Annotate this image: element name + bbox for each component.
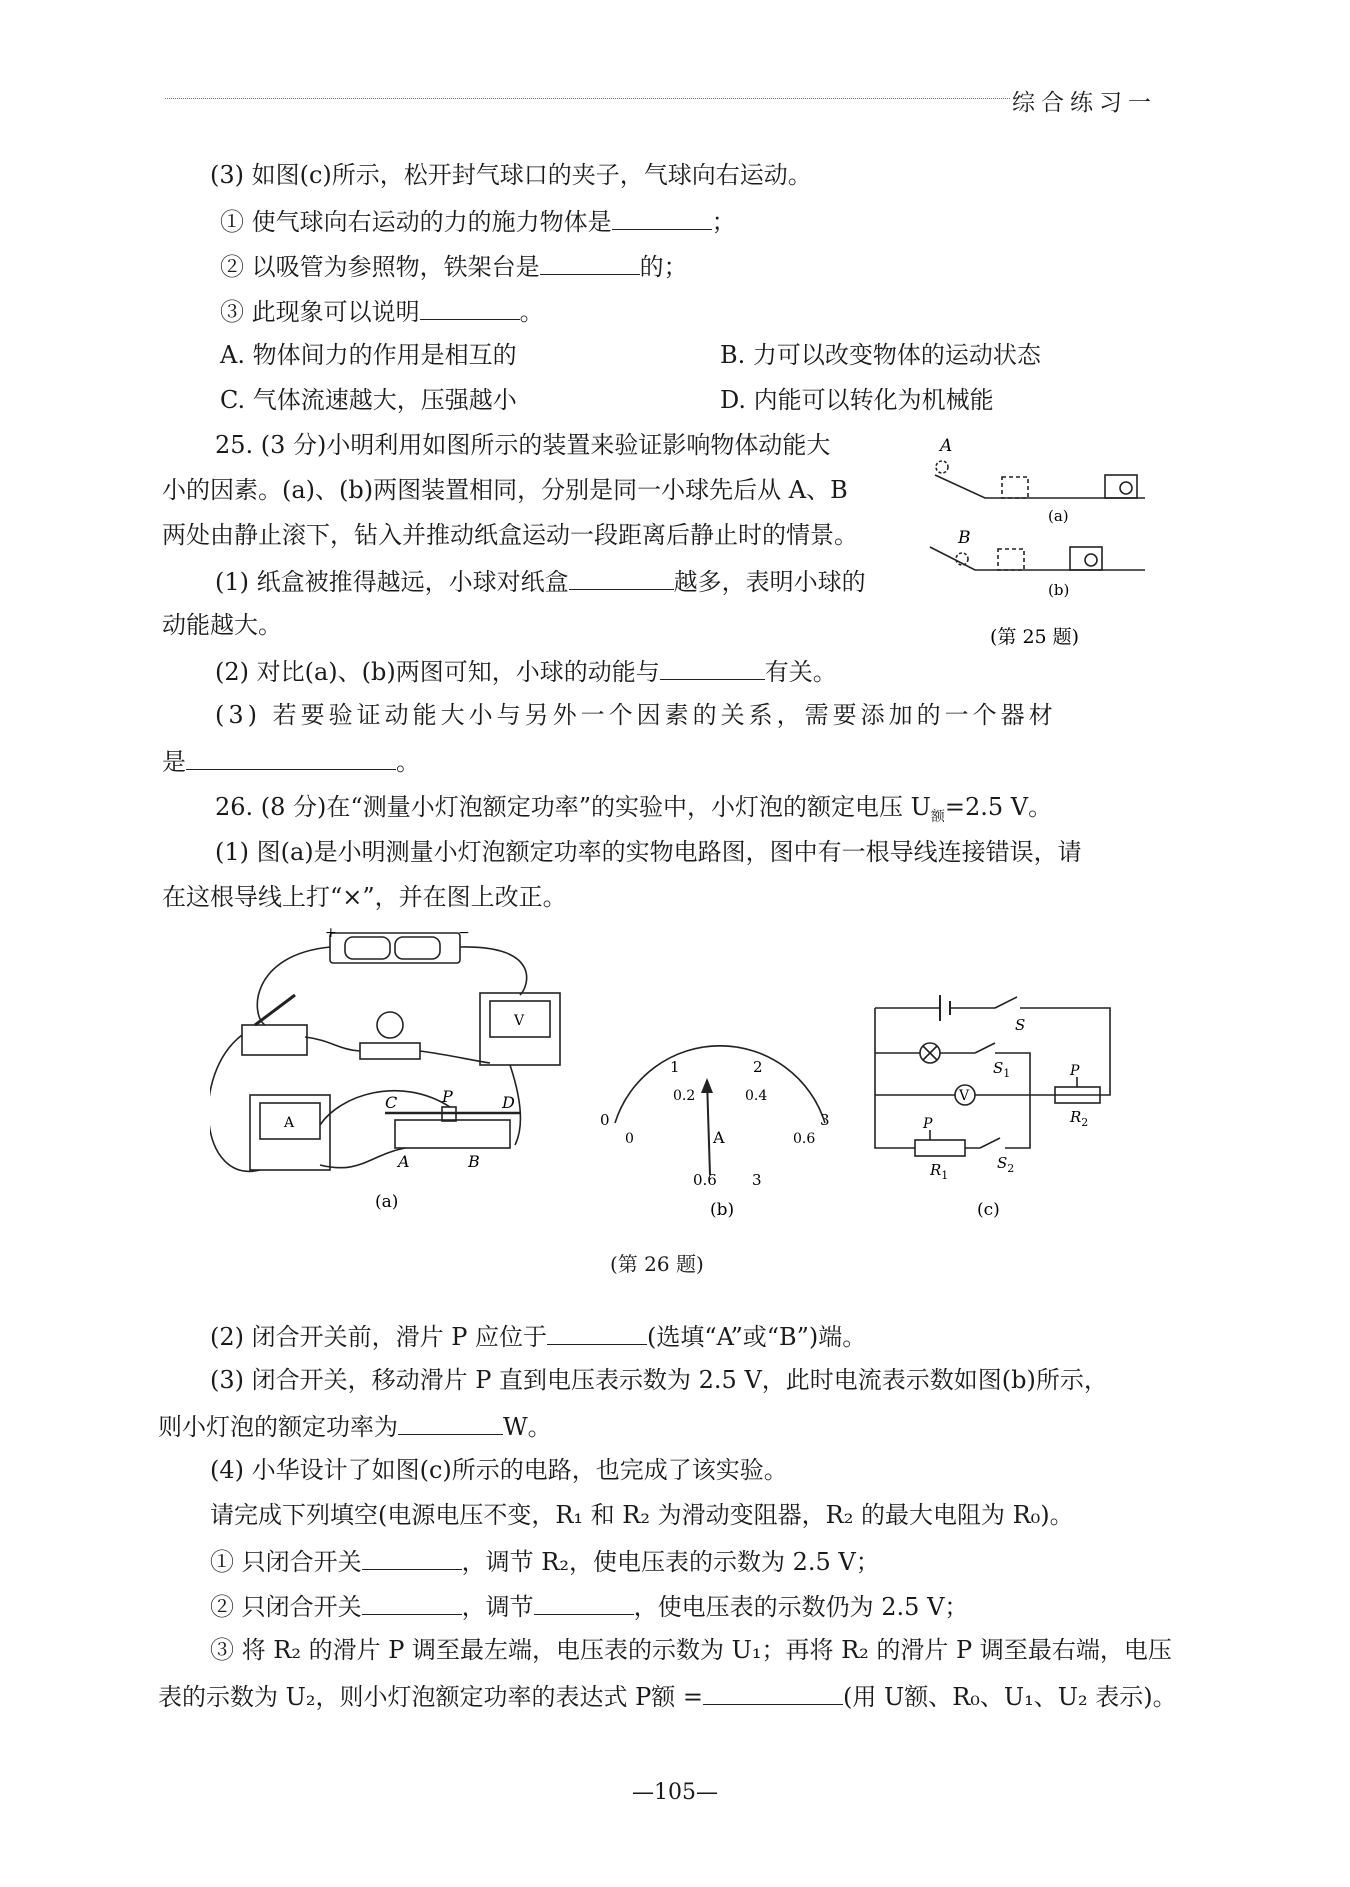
header-title: 综合练习一: [1012, 90, 1157, 116]
point-b-label: B: [958, 528, 971, 548]
terminal-b: B: [468, 1152, 480, 1171]
ramp-a: [935, 475, 1145, 498]
q25-line2: 小的因素。(a)、(b)两图装置相同，分别是同一小球先后从 A、B: [162, 476, 848, 504]
q26-p4-fill: 请完成下列填空(电源电压不变，R₁ 和 R₂ 为滑动变阻器，R₂ 的最大电阻为 R₀)。: [210, 1501, 1074, 1529]
text: ② 只闭合开关: [210, 1593, 362, 1621]
fig-a-caption: (a): [375, 1192, 399, 1212]
point-a-label: A: [940, 436, 953, 456]
answer-blank[interactable]: [420, 293, 520, 320]
wire: [320, 1148, 405, 1168]
subscript: 额: [930, 808, 945, 825]
text: ，调节: [461, 1593, 534, 1621]
tick-label: 0.4: [745, 1088, 768, 1104]
answer-blank[interactable]: [612, 203, 712, 230]
q26-p1-line1: (1) 图(a)是小明测量小灯泡额定功率的实物电路图，图中有一根导线连接错误，请: [215, 838, 1082, 866]
answer-blank[interactable]: [660, 653, 765, 680]
switch-s: [995, 997, 1017, 1008]
r1-box: [915, 1140, 965, 1156]
q25-line1: 25. (3 分)小明利用如图所示的装置来验证影响物体动能大: [215, 431, 831, 459]
voltmeter-label: V: [959, 1088, 970, 1104]
answer-blank[interactable]: [547, 1318, 647, 1345]
q25-caption: (第 25 题): [990, 626, 1080, 648]
top-wire: [875, 1008, 1110, 1095]
q26-step3-line1: ③ 将 R₂ 的滑片 P 调至最左端，电压表的示数为 U₁；再将 R₂ 的滑片 P 调至最右端，电压: [210, 1636, 1172, 1664]
text: ② 以吸管为参照物，铁架台是: [220, 253, 540, 281]
page-number: —105—: [632, 1780, 718, 1805]
answer-blank[interactable]: [398, 1408, 503, 1435]
answer-blank[interactable]: [703, 1678, 843, 1705]
text: ；: [711, 208, 736, 236]
text: 。: [519, 298, 544, 326]
switch-s2-label: [997, 1154, 1014, 1175]
terminal-a: A: [398, 1152, 410, 1171]
q26-step3-line2: [158, 1678, 1177, 1714]
lamp-cross: [923, 1046, 937, 1060]
answer-blank[interactable]: [362, 1588, 462, 1615]
tick-label: 0: [625, 1131, 634, 1147]
text: S: [997, 1154, 1008, 1172]
text: 的；: [639, 253, 688, 281]
fig-a-caption: (a): [1048, 507, 1069, 525]
q25-line3: 两处由静止滚下，钻入并推动纸盒运动一段距离后静止时的情景。: [162, 521, 858, 549]
q26-figure-b: [595, 1045, 845, 1220]
voltmeter-label: V: [514, 1013, 525, 1029]
tick-label: 3: [820, 1111, 830, 1129]
text: R: [930, 1161, 942, 1179]
tick-label: 1: [670, 1058, 680, 1076]
q26-p2: [210, 1318, 866, 1354]
battery-minus: −: [458, 925, 470, 941]
text: ，使电压表的示数仍为 2.5 V；: [633, 1593, 969, 1621]
switch-s-label: S: [1015, 1016, 1026, 1034]
q26-p3-line1: (3) 闭合开关，移动滑片 P 直到电压表示数为 2.5 V，此时电流表示数如图(b)所示，: [210, 1366, 1108, 1394]
q25-p3-line2: [162, 743, 420, 779]
tick-label: 0: [600, 1111, 610, 1129]
q26-stem: [215, 790, 1052, 834]
needle-tip: [701, 1078, 713, 1093]
option-d: D. 内能可以转化为机械能: [720, 386, 994, 414]
voltmeter-box: [480, 993, 560, 1065]
fig-b-caption: (b): [1048, 581, 1070, 599]
text: W。: [503, 1413, 552, 1441]
text: 是: [162, 748, 186, 776]
tick-label: 0.6: [793, 1131, 816, 1147]
r1-label: [929, 1161, 948, 1182]
battery-plus: +: [325, 925, 337, 941]
text: 表的示数为 U₂，则小灯泡额定功率的表达式 P额 =: [158, 1683, 703, 1711]
q24-3-item1: [220, 203, 736, 239]
ball-a-end: [1120, 482, 1132, 494]
text: R: [1070, 1108, 1082, 1126]
terminal-c: C: [385, 1093, 398, 1112]
q26-step2: [210, 1588, 968, 1624]
q26-figure-c: [865, 985, 1120, 1220]
fig-c-caption: (c): [977, 1200, 1000, 1220]
wire: [460, 947, 527, 995]
q26-p1-line2: 在这根导线上打“×”，并在图上改正。: [162, 883, 567, 911]
ammeter-box: [250, 1095, 330, 1170]
subscript: 2: [1007, 1162, 1015, 1175]
q26-caption: (第 26 题): [610, 1252, 704, 1276]
text: 有关。: [764, 658, 837, 686]
wire: [305, 1037, 360, 1051]
q25-p1: [215, 563, 866, 599]
ball-a-start: [936, 461, 948, 473]
text: (1) 纸盒被推得越远，小球对纸盒: [215, 568, 569, 596]
ammeter-label: A: [284, 1115, 295, 1131]
answer-blank[interactable]: [540, 248, 640, 275]
q24-3-stem: (3) 如图(c)所示，松开封气球口的夹子，气球向右运动。: [210, 161, 812, 189]
switch-s1-label: [993, 1059, 1010, 1080]
tick-label: 2: [753, 1058, 763, 1076]
rheostat-coil: [395, 1120, 510, 1148]
r2-label: [1069, 1108, 1088, 1129]
ramp-b: [930, 547, 1145, 570]
subscript: 1: [1003, 1067, 1011, 1080]
battery-cell: [395, 937, 440, 959]
text: (用 U额、R₀、U₁、U₂ 表示)。: [843, 1683, 1177, 1711]
q25-p1-line2: 动能越大。: [162, 611, 282, 639]
subscript: 1: [941, 1169, 949, 1182]
meter-arc: [615, 1046, 825, 1123]
q25-p3-line1: (3) 若要验证动能大小与另外一个因素的关系，需要添加的一个器材: [215, 701, 1057, 729]
r1-branch: [965, 1095, 1030, 1148]
text: (选填“A”或“B”)端。: [647, 1323, 867, 1351]
q24-3-item3: [220, 293, 544, 329]
text: 则小灯泡的额定功率为: [158, 1413, 398, 1441]
answer-blank[interactable]: [534, 1588, 634, 1615]
battery-cell: [345, 937, 390, 959]
text: ① 使气球向右运动的力的施力物体是: [220, 208, 612, 236]
q26-p3-line2: [158, 1408, 552, 1444]
text: (2) 闭合开关前，滑片 P 应位于: [210, 1323, 548, 1351]
fig-b-caption: (b): [710, 1200, 735, 1220]
q25-figure: [920, 425, 1160, 660]
q26-p4: (4) 小华设计了如图(c)所示的电路，也完成了该实验。: [210, 1456, 788, 1484]
answer-blank[interactable]: [569, 563, 674, 590]
option-a: A. 物体间力的作用是相互的: [220, 341, 517, 369]
text: =2.5 V。: [944, 793, 1053, 821]
slider-p: P: [442, 1087, 453, 1106]
answer-blank[interactable]: [362, 1543, 462, 1570]
switch-base: [242, 1025, 307, 1055]
terminal-label: 0.6: [693, 1171, 717, 1189]
text: 26. (8 分)在“测量小灯泡额定功率”的实验中，小灯泡的额定电压 U: [215, 793, 931, 821]
text: S: [993, 1059, 1004, 1077]
q25-p2: [215, 653, 837, 689]
answer-blank[interactable]: [186, 743, 396, 770]
header-rule: [165, 98, 1010, 99]
text: ① 只闭合开关: [210, 1548, 362, 1576]
left-wire: [875, 1008, 915, 1148]
ball-b-end: [1085, 554, 1097, 566]
text: 。: [396, 748, 420, 776]
option-b: B. 力可以改变物体的运动状态: [720, 341, 1041, 369]
tick-label: 0.2: [673, 1088, 696, 1104]
box-a-initial: [1002, 477, 1028, 498]
bulb-icon: [377, 1012, 403, 1038]
battery-symbol: [940, 995, 950, 1021]
slider-p-r2: P: [1070, 1063, 1080, 1079]
option-c: C. 气体流速越大，压强越小: [220, 386, 517, 414]
q26-step1: [210, 1543, 880, 1579]
box-b-initial: [998, 549, 1024, 570]
q26-figure-a: [210, 925, 580, 1215]
text: ，调节 R₂，使电压表的示数为 2.5 V；: [461, 1548, 880, 1576]
text: (2) 对比(a)、(b)两图可知，小球的动能与: [215, 658, 660, 686]
text: ③ 此现象可以说明: [220, 298, 420, 326]
switch-s1: [975, 1043, 995, 1053]
slider-p-r1: P: [923, 1116, 933, 1132]
text: 越多，表明小球的: [673, 568, 866, 596]
subscript: 2: [1081, 1116, 1089, 1129]
meter-unit: A: [713, 1128, 725, 1147]
q24-3-item2: [220, 248, 688, 284]
meter-needle: [707, 1080, 710, 1175]
terminal-label: 3: [752, 1171, 762, 1189]
terminal-d: D: [502, 1093, 515, 1112]
bulb-base: [360, 1043, 420, 1059]
